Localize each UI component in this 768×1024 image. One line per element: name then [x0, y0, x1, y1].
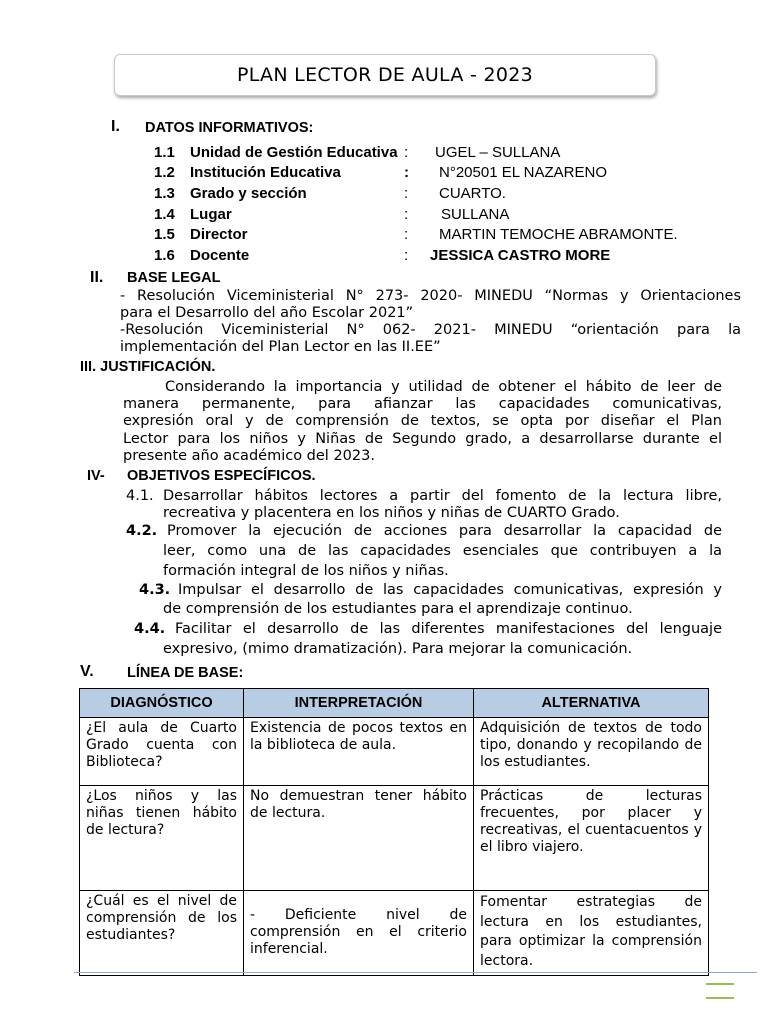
objective-number: 4.1.	[126, 488, 154, 504]
justification-line: expresión oral y de comprensión de textos, se opta por diseñar el Plan	[123, 413, 722, 429]
justification-line: presente año académico del 2023.	[123, 448, 375, 464]
title-text: PLAN LECTOR DE AULA - 2023	[236, 64, 534, 86]
objective-line: recreativa y placentera en los niños y niñas de CUARTO Grado.	[163, 505, 620, 521]
objective-number: 4.3.	[139, 582, 171, 598]
justification-line: Considerando la importancia y utilidad de obtener el hábito de leer de	[165, 379, 722, 395]
section-1-numeral: I.	[111, 118, 120, 135]
section-4-heading: OBJETIVOS ESPECÍFICOS.	[127, 468, 316, 484]
objective-line: Desarrollar hábitos lectores a partir del fomento de la lectura libre,	[163, 488, 722, 504]
info-item-label: Grado y sección	[190, 185, 307, 202]
info-item-separator: :	[404, 185, 409, 202]
table-cell: ¿El aula de Cuarto Grado cuenta con Biblioteca?	[80, 718, 244, 786]
base-legal-line: para el Desarrollo del año Escolar 2021”	[120, 305, 414, 321]
objective-line: formación integral de los niños y niñas.	[163, 563, 449, 579]
info-item-label: Unidad de Gestión Educativa	[190, 144, 398, 161]
info-item-separator: :	[404, 226, 409, 243]
table-cell: ¿Cuál es el nivel de comprensión de los estudiantes?	[80, 891, 244, 976]
section-5-numeral: V.	[80, 663, 94, 680]
section-2-heading: BASE LEGAL	[127, 270, 221, 286]
section-4-numeral: IV-	[87, 468, 105, 484]
info-item-value: MARTIN TEMOCHE ABRAMONTE.	[439, 226, 678, 243]
section-2-numeral: II.	[90, 269, 104, 286]
info-item-label: Lugar	[190, 206, 232, 223]
info-item-label: Docente	[190, 247, 250, 264]
table-row	[80, 718, 709, 786]
baseline-table	[79, 688, 709, 976]
section-5-heading: LÍNEA DE BASE:	[127, 665, 244, 681]
info-item-num: 1.3	[154, 185, 175, 202]
info-item-separator: :	[404, 206, 409, 223]
info-item-label: Institución Educativa	[190, 164, 341, 181]
info-item-value: UGEL – SULLANA	[435, 144, 561, 161]
table-header-row	[80, 689, 709, 718]
table-cell: Prácticas de lecturas frecuentes, por placer y recreativas, el cuentacuentos y el libro viajero.	[474, 786, 709, 891]
info-item-num: 1.1	[154, 144, 175, 161]
base-legal-line: implementación del Plan Lector en las II.EE”	[120, 339, 441, 355]
justification-line: manera permanente, para afianzar las capacidades comunicativas,	[123, 396, 722, 412]
footer-accent-line	[706, 983, 734, 985]
objective-line: expresivo, (mimo dramatización). Para mejorar la comunicación.	[163, 641, 633, 657]
footer-divider	[74, 972, 757, 973]
objective-number: 4.4.	[134, 621, 166, 637]
table-cell: - Deficiente nivel de comprensión en el criterio inferencial.	[244, 891, 474, 976]
justification-line: Lector para los niños y Niñas de Segundo grado, a desarrollarse durante el	[123, 431, 722, 447]
info-item-num: 1.6	[154, 247, 175, 264]
info-item-separator: :	[404, 144, 409, 161]
table-cell: Adquisición de textos de todo tipo, donando y recopilando de los estudiantes.	[474, 718, 709, 786]
info-item-label: Director	[190, 226, 248, 243]
info-item-num: 1.2	[154, 164, 175, 181]
info-item-value: SULLANA	[441, 206, 510, 223]
table-cell: Existencia de pocos textos en la biblioteca de aula.	[244, 718, 474, 786]
column-header-alternativa: ALTERNATIVA	[474, 689, 709, 718]
info-item-value: CUARTO.	[439, 185, 506, 202]
objective-line: Impulsar el desarrollo de las capacidades comunicativas, expresión y	[178, 582, 722, 598]
objective-line: Promover la ejecución de acciones para desarrollar la capacidad de	[167, 523, 722, 539]
objective-line: leer, como una de las capacidades esenciales que contribuyen a la	[163, 543, 722, 559]
table-cell: Fomentar estrategias de lectura en los estudiantes, para optimizar la comprensión lectora.	[474, 891, 709, 976]
base-legal-line: - Resolución Viceministerial N° 273- 2020- MINEDU “Normas y Orientaciones	[120, 288, 741, 304]
section-1-heading: DATOS INFORMATIVOS:	[145, 120, 314, 136]
table-row	[80, 786, 709, 891]
info-item-value: N°20501 EL NAZARENO	[439, 164, 608, 181]
table-cell: ¿Los niños y las niñas tienen hábito de lectura?	[80, 786, 244, 891]
section-3-heading: III. JUSTIFICACIÓN.	[80, 359, 216, 375]
objective-line: Facilitar el desarrollo de las diferentes manifestaciones del lenguaje	[175, 621, 722, 637]
column-header-diagnostico: DIAGNÓSTICO	[80, 689, 244, 718]
document-title	[114, 54, 656, 96]
objective-number: 4.2.	[126, 523, 158, 539]
footer-accent-line	[706, 997, 734, 999]
base-legal-line: -Resolución Viceministerial N° 062- 2021- MINEDU “orientación para la	[120, 322, 741, 338]
info-item-num: 1.4	[154, 206, 175, 223]
info-item-num: 1.5	[154, 226, 175, 243]
info-item-separator: :	[404, 247, 409, 264]
column-header-interpretacion: INTERPRETACIÓN	[244, 689, 474, 718]
info-item-value: JESSICA CASTRO MORE	[430, 247, 611, 264]
table-cell: No demuestran tener hábito de lectura.	[244, 786, 474, 891]
table-row	[80, 891, 709, 976]
objective-line: de comprensión de los estudiantes para el aprendizaje continuo.	[163, 601, 633, 617]
info-item-separator: :	[404, 164, 409, 181]
